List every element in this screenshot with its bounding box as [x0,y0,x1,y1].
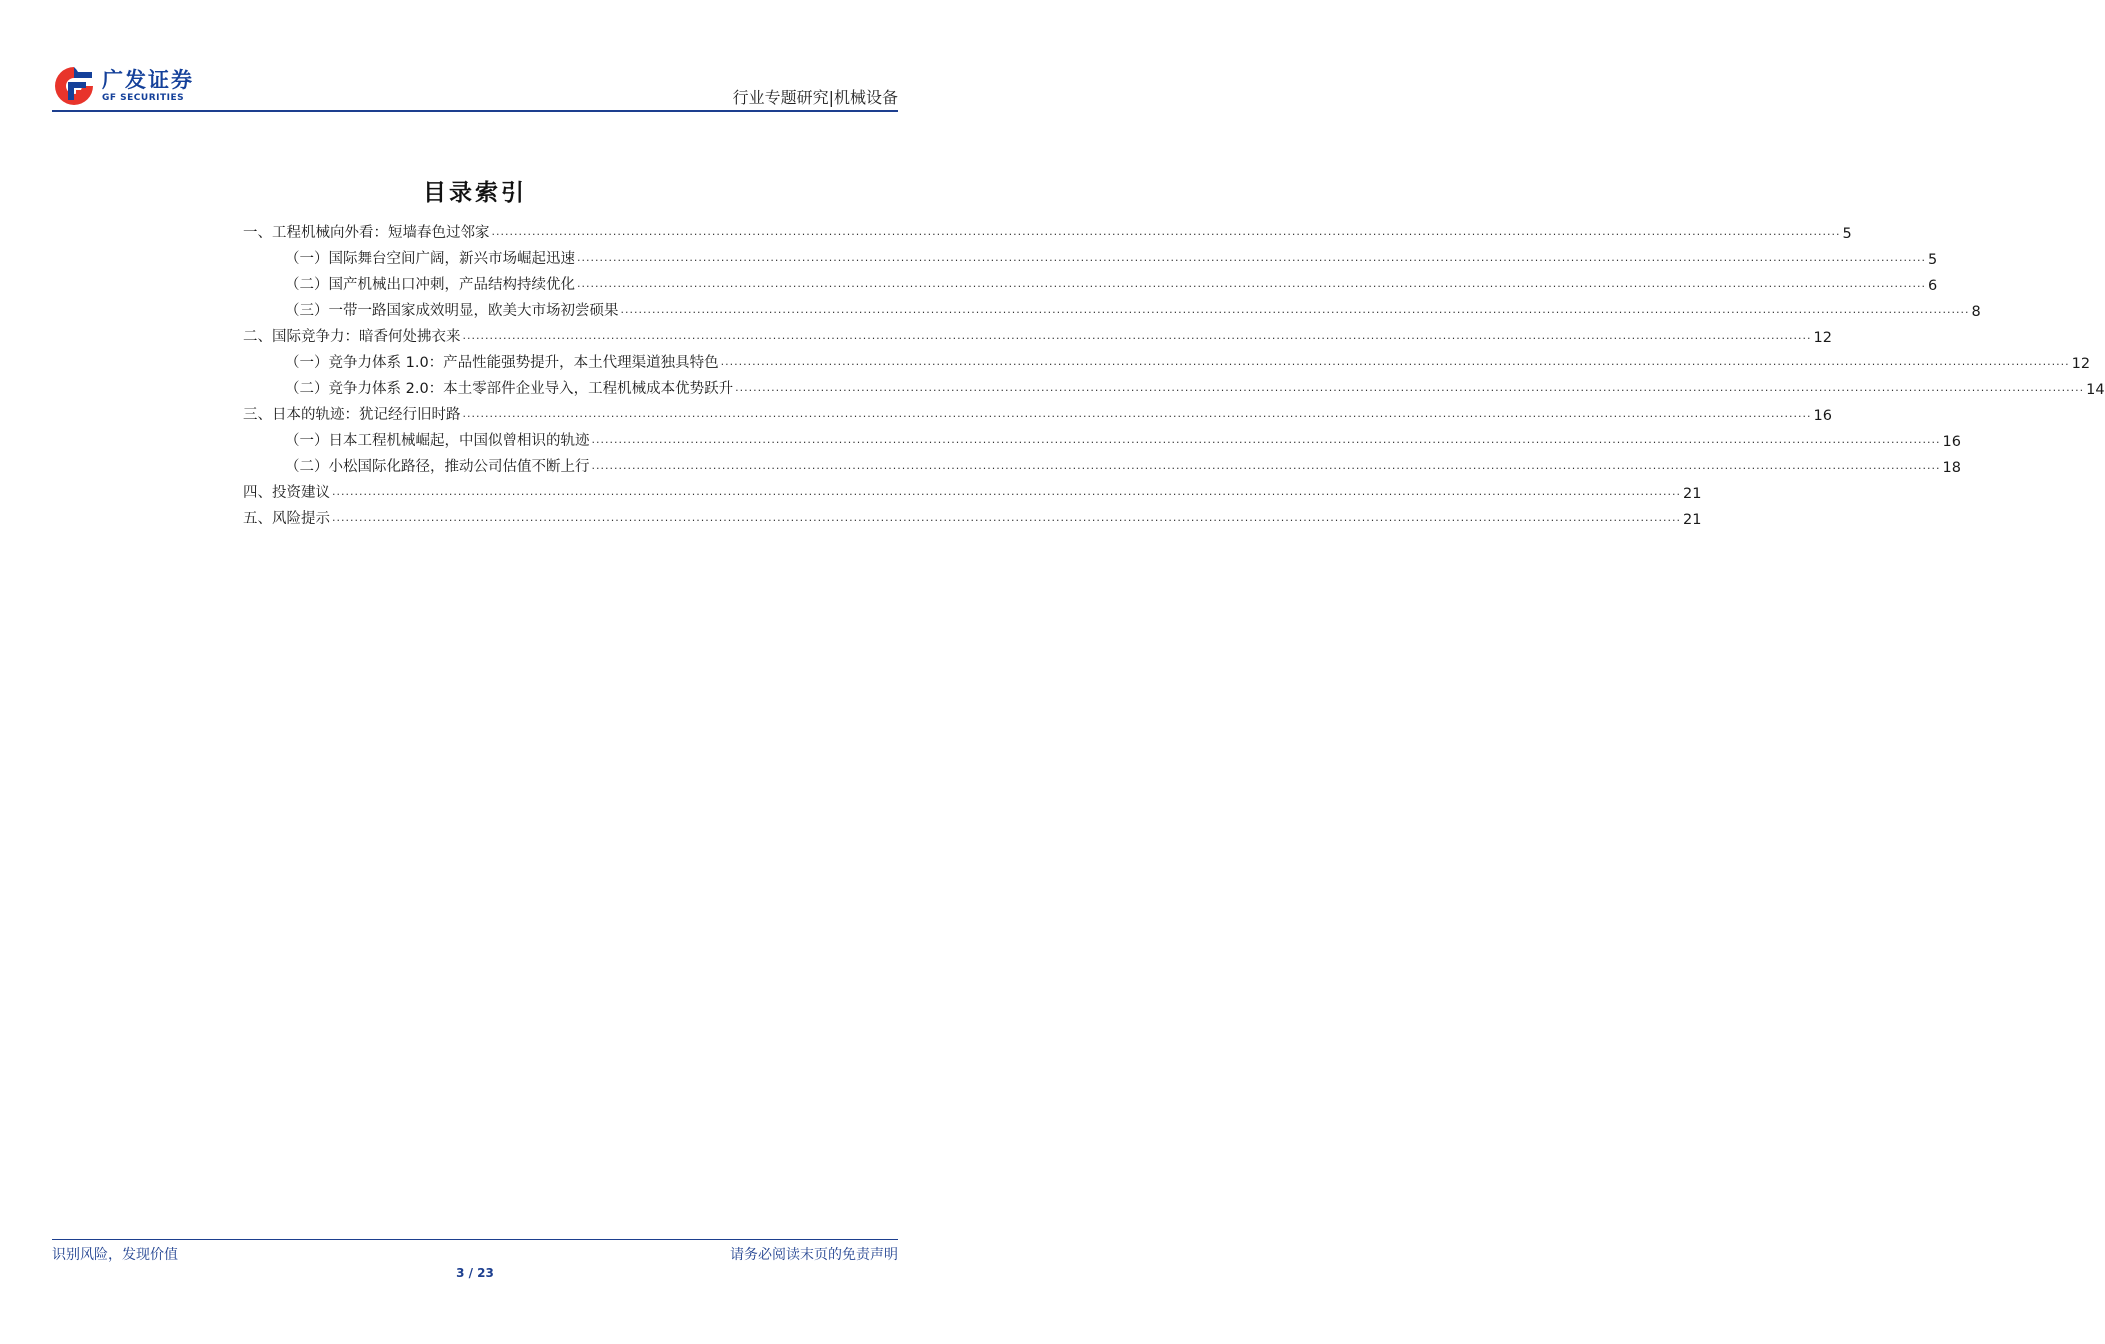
toc-entry-text: （二）国产机械出口冲刺，产品结构持续优化 [285,277,575,293]
toc-entry-page: 12 [2071,356,2091,372]
toc-leader-dots: ............................................................................................................................................................................................................................................................................................................ [735,381,2085,394]
toc-entry-text: 一、工程机械向外看：短墙春色过邻家 [243,225,490,241]
toc-entry[interactable] [243,424,1961,450]
toc-leader-dots: ............................................................................................................................................................................................................................................................................................................ [462,407,1812,420]
toc-entry[interactable] [243,346,2091,372]
footer-divider [52,1239,898,1240]
toc-entry-page: 12 [1813,330,1832,346]
gf-logo-icon [52,64,96,108]
toc-entry-text: （一）国际舞台空间广阔，新兴市场崛起迅速 [285,251,575,267]
toc-entry[interactable] [243,242,1938,268]
toc-leader-dots: ............................................................................................................................................................................................................................................................................................................ [491,225,1841,238]
toc-entry-text: 五、风险提示 [243,511,330,527]
toc-leader-dots: ............................................................................................................................................................................................................................................................................................................ [462,329,1812,342]
toc-entry-page: 16 [1813,408,1832,424]
footer-disclaimer-note: 请务必阅读末页的免责声明 [730,1247,898,1263]
page-number: 3 / 23 [456,1266,494,1280]
toc-title: 目录索引 [423,180,527,206]
report-category: 行业专题研究|机械设备 [732,88,898,107]
header-divider [52,110,898,112]
toc-entry-page: 5 [1927,252,1938,268]
toc-leader-dots: ............................................................................................................................................................................................................................................................................................................ [620,303,1970,316]
page-header [52,62,898,110]
toc-entry-page: 18 [1942,460,1961,476]
toc-entry-text: （一）日本工程机械崛起，中国似曾相识的轨迹 [285,433,590,449]
toc-entry[interactable] [243,216,1852,242]
toc-entry-text: （二）竞争力体系 2.0：本土零部件企业导入，工程机械成本优势跃升 [285,381,734,397]
toc-leader-dots: ............................................................................................................................................................................................................................................................................................................ [577,277,1926,290]
toc-entry-page: 8 [1971,304,1981,320]
toc-entry[interactable] [243,294,1981,320]
toc-entry-page: 21 [1682,486,1702,502]
toc-entry-page: 16 [1942,434,1961,450]
toc-leader-dots: ............................................................................................................................................................................................................................................................................................................ [577,251,1926,264]
toc-entry[interactable] [243,268,1938,294]
toc-entry-text: 二、国际竞争力：暗香何处拂衣来 [243,329,461,345]
toc-entry[interactable] [243,372,2105,398]
toc-entry[interactable] [243,502,1702,528]
footer-slogan: 识别风险，发现价值 [52,1247,178,1263]
table-of-contents [243,216,2105,528]
toc-entry-page: 5 [1842,226,1852,242]
toc-leader-dots: ............................................................................................................................................................................................................................................................................................................ [720,355,2070,368]
logo-chinese-name: 广发证券 [102,68,194,92]
toc-leader-dots: ............................................................................................................................................................................................................................................................................................................ [332,485,1681,498]
toc-entry[interactable] [243,398,1832,424]
toc-entry[interactable] [243,476,1702,502]
gf-securities-logo [52,62,194,110]
toc-entry-page: 21 [1682,512,1702,528]
toc-entry-text: （三）一带一路国家成效明显，欧美大市场初尝硕果 [285,303,619,319]
toc-entry[interactable] [243,320,1832,346]
toc-entry-text: 四、投资建议 [243,485,330,501]
toc-entry[interactable] [243,450,1961,476]
toc-entry-text: （一）竞争力体系 1.0：产品性能强势提升，本土代理渠道独具特色 [285,355,719,371]
toc-entry-text: 三、日本的轨迹：犹记经行旧时路 [243,407,461,423]
toc-leader-dots: ............................................................................................................................................................................................................................................................................................................ [591,459,1941,472]
toc-entry-page: 6 [1927,278,1938,294]
toc-leader-dots: ............................................................................................................................................................................................................................................................................................................ [332,511,1681,524]
toc-entry-text: （二）小松国际化路径，推动公司估值不断上行 [285,459,590,475]
toc-entry-page: 14 [2086,382,2105,398]
toc-leader-dots: ............................................................................................................................................................................................................................................................................................................ [591,433,1941,446]
logo-english-name: GF SECURITIES [102,93,185,103]
